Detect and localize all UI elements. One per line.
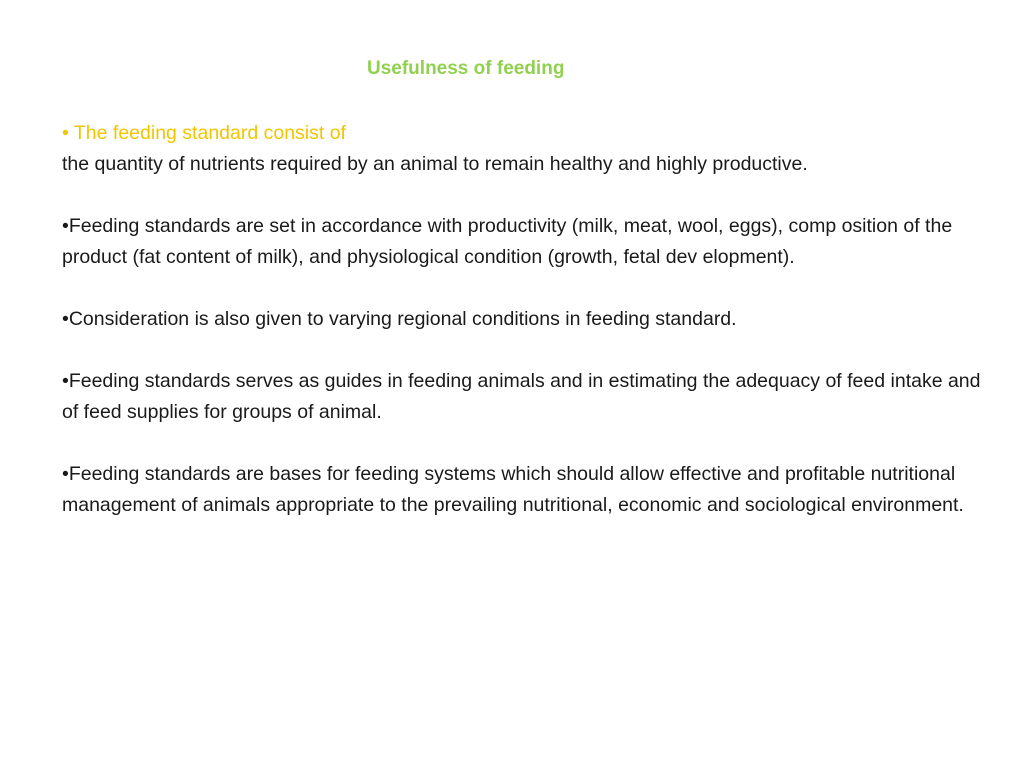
bullet-item-5 (62, 459, 1002, 521)
bullet-text: Feeding standards serves as guides in feeding animals and in estimating the adequacy of feed intake and of feed supplies for groups of animal. (62, 370, 981, 423)
bullet-marker: • (62, 463, 69, 485)
bullet-lead-text: The feeding standard consist of (68, 122, 346, 144)
bullet-list (62, 118, 1002, 552)
slide-title: Usefulness of feeding (367, 58, 565, 79)
bullet-marker: • (62, 370, 69, 392)
bullet-marker: • (62, 122, 69, 144)
bullet-item-3 (62, 304, 1002, 335)
bullet-marker: • (62, 215, 69, 237)
bullet-item-1 (62, 118, 1002, 180)
bullet-text: Feeding standards are bases for feeding systems which should allow effective and profitable nutritional management of animals appropriate to the prevailing nutritional, economic and sociological environment. (62, 463, 964, 516)
bullet-text: Feeding standards are set in accordance with productivity (milk, meat, wool, eggs), comp osition of the product (fat content of milk), and physiological condition (growth, fetal dev elopment). (62, 215, 953, 268)
bullet-marker: • (62, 308, 69, 330)
bullet-item-2 (62, 211, 1002, 273)
bullet-text: Consideration is also given to varying regional conditions in feeding standard. (68, 308, 737, 330)
bullet-text: the quantity of nutrients required by an animal to remain healthy and highly productive. (62, 153, 808, 175)
bullet-item-4 (62, 366, 1002, 428)
bullet-lead-line (62, 118, 1002, 149)
